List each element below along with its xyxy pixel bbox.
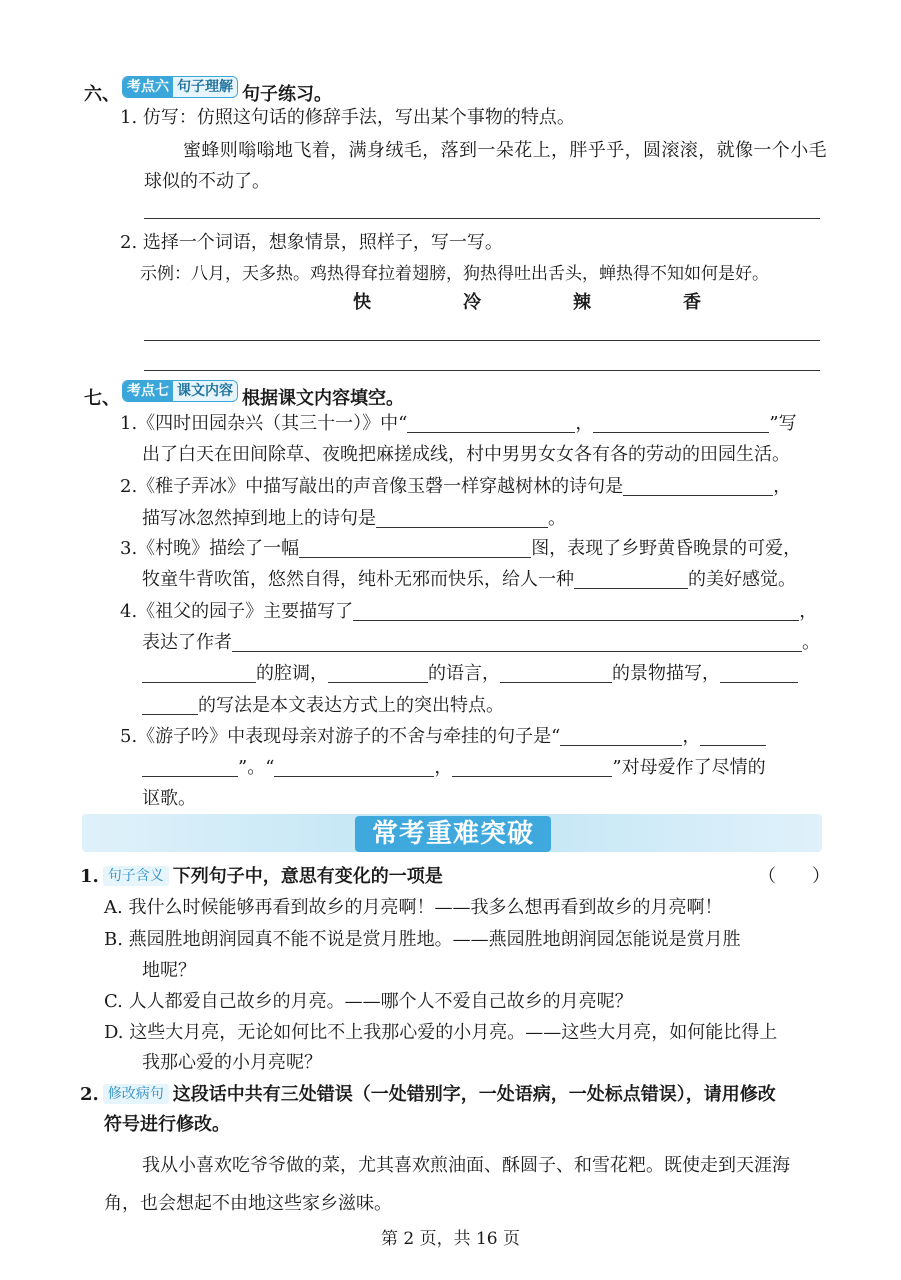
s7-q2-line2 bbox=[142, 506, 566, 532]
fill-blank[interactable] bbox=[623, 475, 773, 496]
fill-blank[interactable] bbox=[700, 725, 766, 746]
answer-line[interactable] bbox=[144, 218, 820, 219]
fill-blank[interactable] bbox=[376, 507, 548, 528]
answer-line[interactable] bbox=[144, 340, 820, 341]
section-7-heading bbox=[84, 380, 404, 412]
fill-blank[interactable] bbox=[274, 756, 434, 777]
answer-paren[interactable]: （ ） bbox=[758, 866, 830, 887]
fill-blank[interactable] bbox=[500, 662, 612, 683]
s7-q4-line2 bbox=[142, 630, 820, 656]
s6-q1-label: 1. 仿写：仿照这句话的修辞手法，写出某个事物的特点。 bbox=[120, 107, 575, 128]
fill-blank[interactable] bbox=[142, 694, 198, 715]
text: 描写冰忽然掉到地上的诗句是 bbox=[142, 508, 376, 529]
s7-q1-line2: 出了白天在田间除草、夜晚把麻搓成线，村中男男女女各有各的劳动的田园生活。 bbox=[142, 444, 790, 465]
fill-blank[interactable] bbox=[407, 412, 575, 433]
option-c: C. 人人都爱自己故乡的月亮。——哪个人不爱自己故乡的月亮呢？ bbox=[104, 991, 633, 1012]
text: 4.《祖父的园子》主要描写了 bbox=[120, 601, 354, 622]
s7-q5-line2 bbox=[142, 755, 766, 781]
text: ， bbox=[682, 726, 701, 747]
text: 图，表现了乡野黄昏晚景的可爱， bbox=[531, 538, 802, 559]
text: 的语言， bbox=[428, 663, 500, 684]
question-stem: 这段话中共有三处错误（一处错别字，一处语病，一处标点错误），请用修改 bbox=[172, 1084, 776, 1105]
text: 的景物描写， bbox=[612, 663, 720, 684]
text: 2.《稚子弄冰》中描写敲出的声音像玉磬一样穿越树林的诗句是 bbox=[120, 476, 624, 497]
drill-2-passage-line1: 我从小喜欢吃爷爷做的菜，尤其喜欢煎油面、酥圆子、和雪花粑。既使走到天涯海 bbox=[142, 1155, 790, 1176]
question-number: 1. bbox=[80, 866, 99, 887]
drill-2-stem-line1 bbox=[80, 1082, 776, 1108]
text: 的腔调， bbox=[256, 663, 328, 684]
drill-1-stem bbox=[80, 864, 443, 890]
s7-q5-line1 bbox=[120, 724, 766, 750]
s7-q4-line4 bbox=[142, 693, 504, 719]
s7-q4-line1 bbox=[120, 599, 817, 625]
fill-blank[interactable] bbox=[142, 662, 256, 683]
question-tag: 修改病句 bbox=[103, 1084, 169, 1104]
question-stem: 下列句子中，意思有变化的一项是 bbox=[172, 866, 443, 887]
text: ， bbox=[575, 413, 594, 434]
s6-q2-example: 示例：八月，天多热。鸡热得耷拉着翅膀，狗热得吐出舌头，蝉热得不知如何是好。 bbox=[140, 264, 769, 284]
text: 。 bbox=[802, 632, 820, 653]
section-7-tag bbox=[122, 380, 238, 402]
option-d-line1: D. 这些大月亮，无论如何比不上我那心爱的小月亮。——这些大月亮，如何能比得上 bbox=[104, 1022, 778, 1043]
text: ， bbox=[799, 601, 818, 622]
tag-value: 句子理解 bbox=[173, 77, 237, 97]
drill-2-stem-line2: 符号进行修改。 bbox=[104, 1114, 230, 1135]
fill-blank[interactable] bbox=[353, 600, 799, 621]
banner-title: 常考重难突破 bbox=[355, 816, 551, 852]
text: 。 bbox=[548, 508, 566, 529]
s6-q1-example-line1: 蜜蜂则嗡嗡地飞着，满身绒毛，落到一朵花上，胖乎乎，圆滚滚，就像一个小毛 bbox=[183, 140, 827, 161]
word-option: 香 bbox=[683, 292, 701, 313]
drill-2-passage-line2: 角，也会想起不由地这些家乡滋味。 bbox=[104, 1193, 392, 1214]
question-tag: 句子含义 bbox=[103, 866, 169, 886]
tag-key: 考点六 bbox=[123, 77, 173, 97]
text: ， bbox=[434, 757, 453, 778]
option-d-line2: 我那心爱的小月亮呢？ bbox=[142, 1052, 322, 1073]
text: 3.《村晚》描绘了一幅 bbox=[120, 538, 300, 559]
text: 牧童牛背吹笛，悠然自得，纯朴无邪而快乐，给人一种 bbox=[142, 569, 574, 590]
fill-blank[interactable] bbox=[299, 537, 531, 558]
text: ， bbox=[773, 476, 792, 497]
tag-value: 课文内容 bbox=[173, 381, 237, 401]
section-6-tag bbox=[122, 76, 238, 98]
option-b-line2: 地呢？ bbox=[142, 960, 196, 981]
s6-q2-label: 2. 选择一个词语，想象情景，照样子，写一写。 bbox=[120, 232, 503, 253]
fill-blank[interactable] bbox=[232, 631, 802, 652]
word-option: 辣 bbox=[573, 292, 591, 313]
s6-q1-example-line2: 球似的不动了。 bbox=[144, 171, 270, 192]
text: 的写法是本文表达方式上的突出特点。 bbox=[198, 695, 504, 716]
text: ”。“ bbox=[238, 757, 275, 778]
text: ”写 bbox=[769, 413, 797, 434]
section-7-number: 七、 bbox=[84, 388, 120, 409]
fill-blank[interactable] bbox=[720, 662, 798, 683]
section-6-heading bbox=[84, 76, 332, 108]
text: 表达了作者 bbox=[142, 632, 232, 653]
section-6-number: 六、 bbox=[84, 84, 120, 105]
fill-blank[interactable] bbox=[574, 568, 688, 589]
section-7-title: 根据课文内容填空。 bbox=[242, 388, 404, 409]
s7-q3-line2 bbox=[142, 567, 796, 593]
tag-key: 考点七 bbox=[123, 381, 173, 401]
option-b-line1: B. 燕园胜地朗润园真不能不说是赏月胜地。——燕园胜地朗润园怎能说是赏月胜 bbox=[104, 929, 741, 950]
text: 的美好感觉。 bbox=[688, 569, 796, 590]
fill-blank[interactable] bbox=[452, 756, 612, 777]
fill-blank[interactable] bbox=[560, 725, 682, 746]
text: 5.《游子吟》中表现母亲对游子的不舍与牵挂的句子是“ bbox=[120, 726, 561, 747]
s7-q1-line1 bbox=[120, 411, 797, 437]
word-option: 冷 bbox=[463, 292, 481, 313]
s7-q4-line3 bbox=[142, 661, 798, 687]
text: ”对母爱作了尽情的 bbox=[612, 757, 766, 778]
s7-q3-line1 bbox=[120, 536, 801, 562]
answer-line[interactable] bbox=[144, 370, 820, 371]
option-a: A. 我什么时候能够再看到故乡的月亮啊！——我多么想再看到故乡的月亮啊！ bbox=[104, 897, 723, 918]
fill-blank[interactable] bbox=[142, 756, 238, 777]
fill-blank[interactable] bbox=[328, 662, 428, 683]
word-option: 快 bbox=[353, 292, 371, 313]
text: 1.《四时田园杂兴（其三十一）》中“ bbox=[120, 413, 408, 434]
s7-q2-line1 bbox=[120, 474, 791, 500]
question-number: 2. bbox=[80, 1084, 99, 1105]
page-footer: 第 2 页，共 16 页 bbox=[380, 1229, 521, 1249]
section-6-title: 句子练习。 bbox=[242, 84, 332, 105]
fill-blank[interactable] bbox=[593, 412, 769, 433]
s7-q5-line3: 讴歌。 bbox=[142, 788, 196, 809]
word-options bbox=[322, 290, 732, 316]
